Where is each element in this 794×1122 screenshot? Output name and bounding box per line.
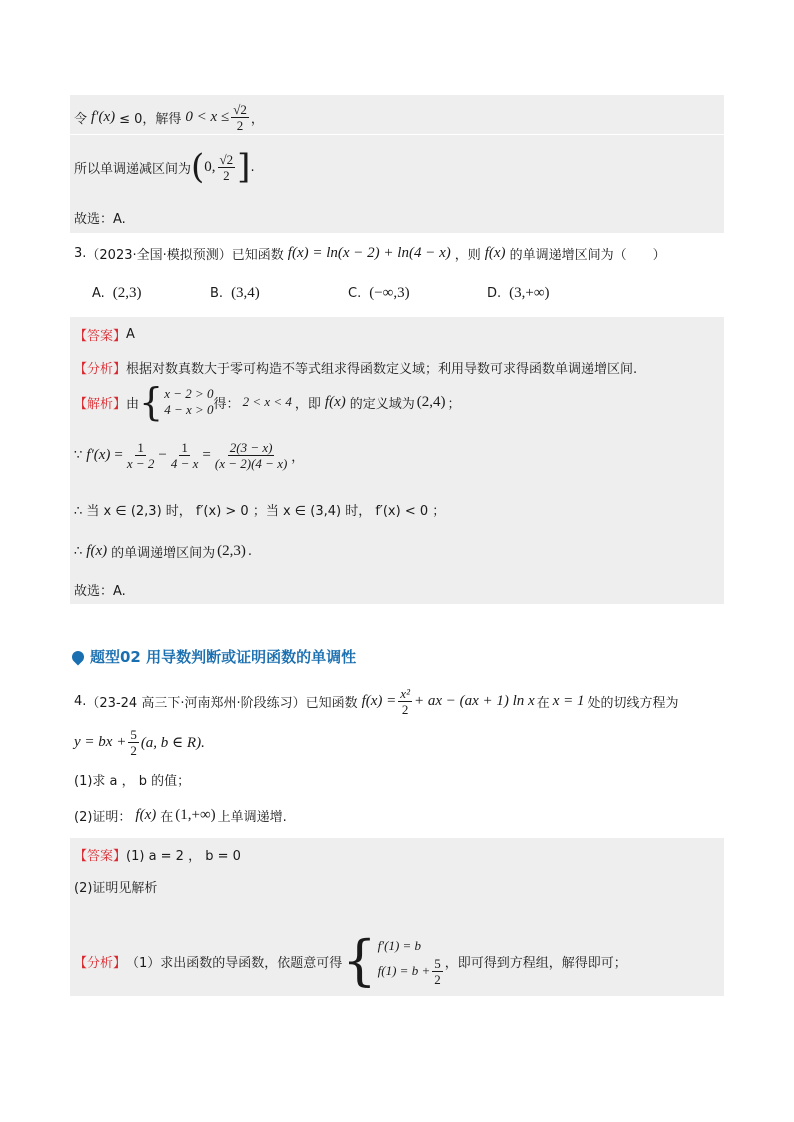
- text: ，即可得到方程组，解得即可；: [444, 955, 627, 971]
- equation-system: [378, 936, 445, 986]
- range-expr: 0 < x ≤: [185, 108, 230, 125]
- q4-answer-2: [74, 877, 157, 896]
- q3-derivative-line: [74, 434, 304, 476]
- den: x − 2: [126, 455, 155, 471]
- text: 处的切线方程为: [587, 695, 679, 711]
- inequality-system: [164, 386, 213, 417]
- value: (3,+∞): [509, 285, 550, 301]
- q3-solution-line-1: [74, 380, 461, 424]
- fx: f(x): [324, 393, 346, 410]
- label: D.: [487, 286, 502, 301]
- label: C.: [348, 286, 362, 301]
- den: 4 − x: [170, 455, 199, 471]
- text: .: [250, 159, 255, 175]
- text: 故选：A.: [74, 584, 126, 599]
- q3-monotonic-line: [74, 500, 445, 519]
- fx: f(x): [135, 807, 157, 823]
- text: 得：: [213, 396, 240, 412]
- q3-answer: [74, 325, 135, 344]
- text: （1）求出函数的导函数，依题意可得: [126, 955, 343, 971]
- label: B.: [210, 286, 224, 301]
- text: 已知函数: [231, 248, 284, 263]
- range: 2 < x < 4: [242, 394, 292, 409]
- text: 所以单调递减区间为: [74, 161, 192, 177]
- answer-tag: 【答案】: [74, 329, 127, 344]
- den: 2: [130, 742, 137, 758]
- point: x = 1: [552, 692, 585, 709]
- text: (2)证明：: [74, 810, 132, 825]
- text: ，: [291, 449, 305, 465]
- row: [378, 957, 445, 986]
- eq: =: [114, 446, 123, 463]
- q-source: （2023·全国·模拟预测）: [86, 248, 232, 263]
- answer: (1) a = 2 ， b = 0: [126, 849, 241, 864]
- answer: (2)证明见解析: [74, 881, 158, 896]
- text: ，: [250, 111, 264, 127]
- row-pre: f(1) = b +: [377, 962, 431, 978]
- q3-choose: [74, 580, 126, 599]
- therefore: ∴: [74, 544, 83, 559]
- q4-part-2: [74, 806, 287, 825]
- option-a[interactable]: [92, 285, 142, 302]
- text: 由: [126, 396, 140, 412]
- den: (x − 2)(4 − x): [214, 455, 288, 471]
- row: f′(1) = b: [377, 938, 422, 954]
- section-title: 题型02 用导数判断或证明函数的单调性: [90, 648, 357, 666]
- function-expr: f(x) = ln(x − 2) + ln(4 − x): [287, 245, 451, 261]
- q-source: （23-24 高三下·河南郑州·阶段练习）: [86, 695, 306, 711]
- sqrt2-over-2: [231, 103, 249, 132]
- q4-stem: [74, 684, 679, 718]
- interval: (1,+∞): [175, 807, 216, 823]
- num: √2: [219, 151, 234, 167]
- text: ；: [447, 396, 461, 412]
- text: 令: [74, 111, 88, 127]
- q4-tangent-line: [74, 724, 205, 760]
- row: x − 2 > 0: [164, 386, 214, 402]
- q2-line-2: [74, 148, 255, 186]
- q4-answer-1: [74, 845, 241, 864]
- text: 的单调递增区间为: [111, 546, 216, 561]
- option-b[interactable]: [210, 285, 260, 302]
- bracket: ]: [237, 147, 251, 187]
- text: (1)求 a ， b 的值；: [74, 774, 191, 789]
- fx: f(x): [484, 245, 506, 261]
- x2-over-2: [398, 687, 412, 716]
- text: ，则: [454, 248, 481, 263]
- q2-line-1: [74, 100, 264, 134]
- num: 5: [434, 955, 441, 971]
- answer-tag: 【答案】: [74, 849, 127, 864]
- num: 1: [137, 439, 144, 455]
- text: ≤ 0，解得: [119, 111, 182, 127]
- text: 在: [160, 810, 174, 825]
- func-pre: f(x) =: [361, 692, 397, 709]
- value: (2,3): [112, 285, 142, 301]
- domain: (2,4): [416, 393, 446, 410]
- den: 2: [401, 701, 409, 717]
- text: 已知函数: [305, 695, 358, 711]
- num: 1: [181, 439, 188, 455]
- frac-3: [213, 441, 289, 470]
- q4-analysis: [74, 930, 627, 992]
- den: 2: [434, 971, 441, 987]
- text: 的定义域为: [349, 396, 415, 412]
- text: 在: [536, 695, 550, 711]
- label: A.: [92, 286, 105, 301]
- fprime: f′(x): [86, 446, 111, 463]
- den: 2: [223, 167, 230, 183]
- den: 2: [236, 117, 244, 133]
- q3-conclusion: [74, 542, 252, 561]
- func-post: + ax − (ax + 1) ln x: [413, 692, 535, 709]
- answer: A: [126, 327, 135, 342]
- frac-2: [169, 441, 201, 470]
- solution-tag: 【解析】: [74, 396, 127, 412]
- location-pin-icon: [70, 648, 87, 665]
- q-number: 3.: [74, 246, 87, 261]
- analysis: 根据对数真数大于零可构造不等式组求得函数定义域；利用导数可求得函数单调递增区间.: [126, 362, 638, 377]
- eq-post: (a, b ∈ R).: [140, 734, 205, 751]
- num: 5: [130, 726, 137, 742]
- frac-1: [125, 441, 157, 470]
- q-number: 4.: [74, 693, 87, 709]
- eq-pre: y = bx +: [74, 733, 127, 750]
- text: 故选：A.: [74, 212, 126, 227]
- derivative-expr: f′(x): [91, 108, 116, 125]
- text: 的单调递增区间为（ ）: [509, 248, 666, 263]
- because: ∵: [74, 447, 83, 463]
- brace: {: [342, 929, 377, 992]
- option-d[interactable]: [487, 285, 550, 302]
- interval: (2,3): [217, 543, 246, 559]
- text: ，即: [294, 396, 321, 412]
- five-over-two: [432, 957, 443, 986]
- num: x²: [400, 685, 410, 701]
- paren: (: [191, 147, 205, 187]
- row: 4 − x > 0: [164, 402, 214, 417]
- q2-choose: [74, 208, 126, 227]
- zero: 0,: [204, 158, 216, 175]
- sqrt2-over-2: [218, 153, 236, 182]
- text: ∴ 当 x ∈ (2,3) 时， f′(x) > 0 ；当 x ∈ (3,4) 时， f′(x) < 0 ；: [74, 504, 446, 519]
- option-c[interactable]: [348, 285, 410, 302]
- q3-stem: [74, 244, 666, 263]
- value: (−∞,3): [369, 285, 410, 301]
- num: √2: [233, 101, 247, 117]
- text: .: [247, 544, 253, 559]
- brace: {: [139, 380, 164, 424]
- value: (3,4): [231, 285, 260, 301]
- eq: =: [202, 446, 211, 463]
- text: 上单调递增.: [217, 810, 287, 825]
- fx: f(x): [86, 543, 108, 559]
- section-header: [72, 646, 356, 667]
- minus: −: [158, 446, 167, 463]
- five-over-two: [128, 728, 139, 757]
- q4-part-1: [74, 770, 190, 789]
- answer-block-q2-divider: [70, 134, 724, 135]
- q3-analysis: [74, 358, 637, 377]
- analysis-tag: 【分析】: [74, 362, 127, 377]
- num: 2(3 − x): [229, 439, 273, 455]
- analysis-tag: 【分析】: [74, 955, 127, 971]
